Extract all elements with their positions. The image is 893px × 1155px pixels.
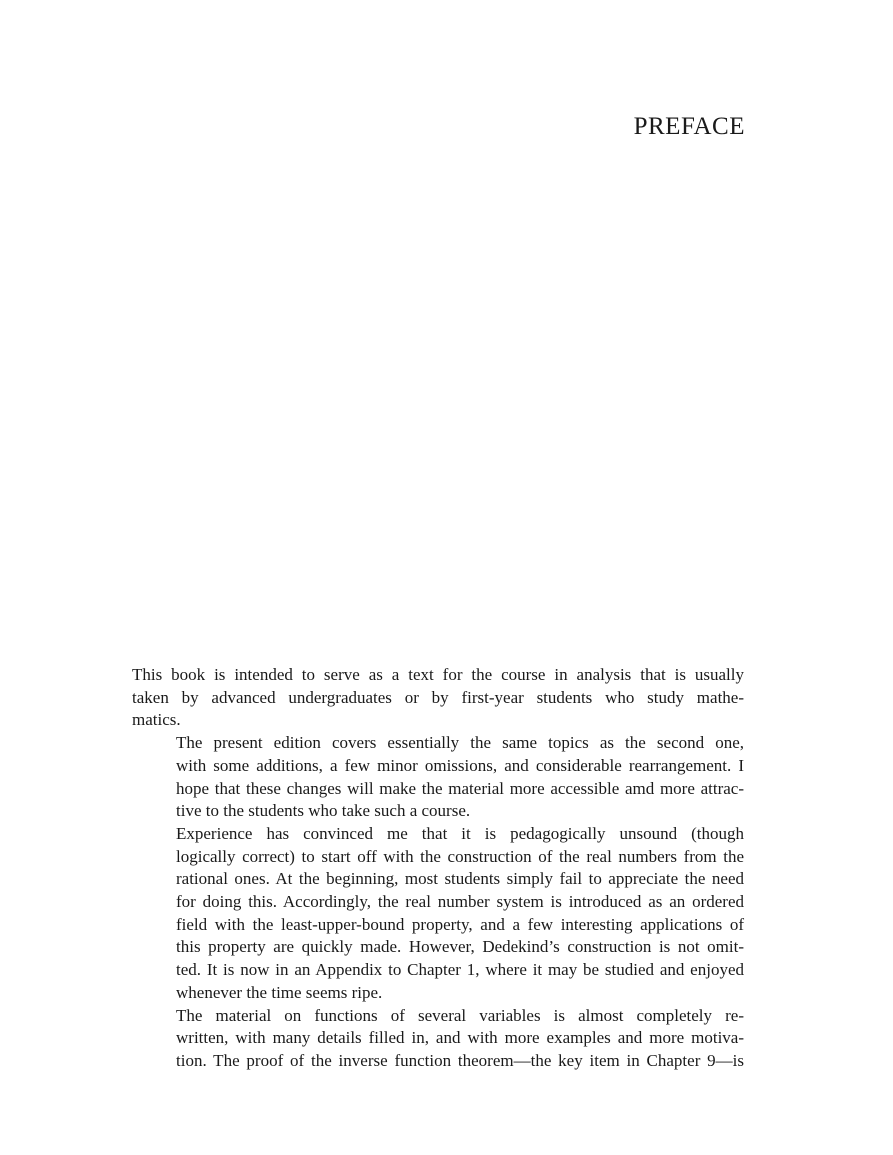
text-line: rational ones. At the beginning, most students simply fail to appreciate the need [176,869,744,889]
paragraph-4 [132,1005,744,1073]
text-line: this property are quickly made. However, Dedekind’s construction is not omit- [176,937,744,957]
text-line: taken by advanced undergraduates or by first-year students who study mathe- [132,687,744,707]
text-line: The material on functions of several variables is almost completely re- [176,1005,744,1025]
text-line: field with the least-upper-bound property, and a few interesting applications of [176,914,744,934]
text-line: matics. [132,710,181,730]
text-line: whenever the time seems ripe. [176,982,383,1002]
text-line: for doing this. Accordingly, the real number system is introduced as an ordered [176,892,744,912]
text-line: with some additions, a few minor omissions, and considerable rearrangement. I [176,755,744,775]
text-line: This book is intended to serve as a text for the course in analysis that is usually [132,665,744,684]
text-line: ted. It is now in an Appendix to Chapter 1, where it may be studied and enjoyed [176,960,744,980]
page-title: PREFACE [633,113,745,140]
text-line: hope that these changes will make the material more accessible amd more attrac- [176,778,744,798]
text-line: tive to the students who take such a course. [176,801,471,821]
text-line: written, with many details filled in, and with more examples and more motiva- [176,1028,744,1048]
preface-body [132,664,744,1073]
paragraph-2 [132,732,744,823]
text-line: tion. The proof of the inverse function theorem—the key item in Chapter 9—is [176,1050,744,1070]
text-line: logically correct) to start off with the construction of the real numbers from the [176,846,744,866]
text-line: The present edition covers essentially the same topics as the second one, [176,733,744,753]
text-line: Experience has convinced me that it is pedagogically unsound (though [176,823,744,843]
paragraph-3 [132,823,744,1005]
paragraph-1 [132,664,744,732]
